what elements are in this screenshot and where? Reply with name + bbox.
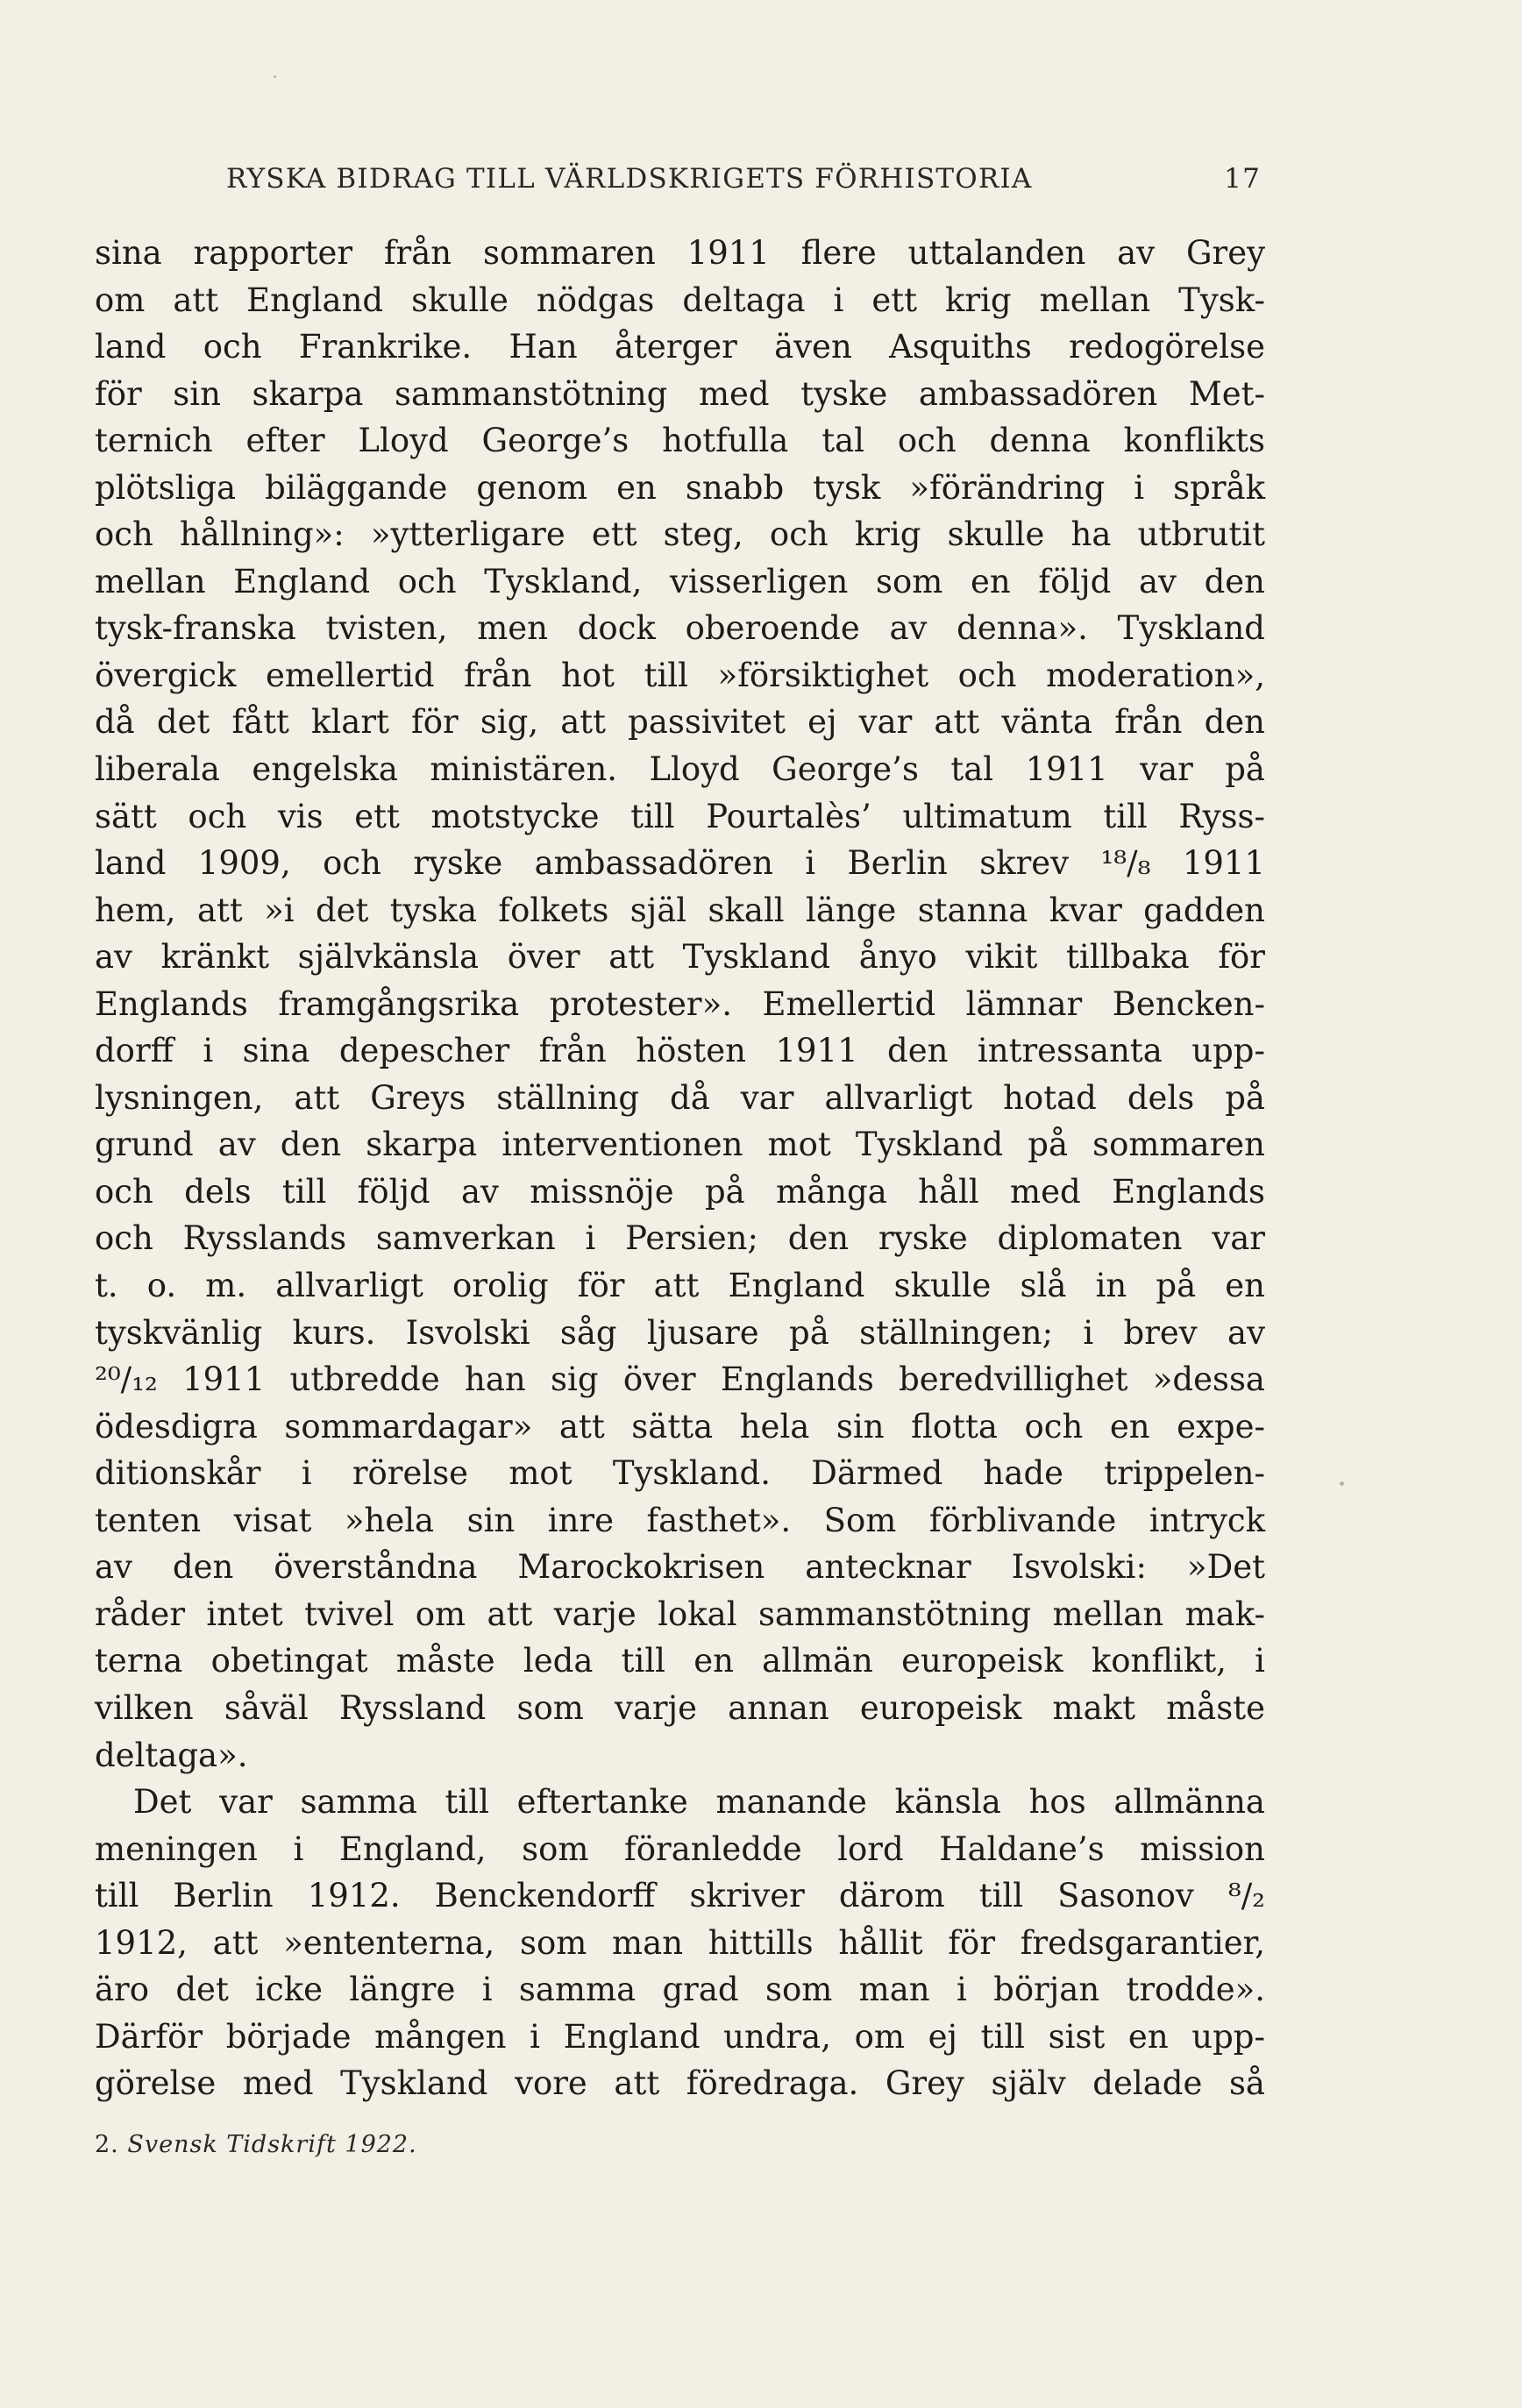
text-line: 1912, att »ententerna, som man hittills hållit för fredsgarantier, — [95, 1923, 1265, 1962]
text-line: tysk-franska tvisten, men dock oberoende av denna». Tyskland — [95, 609, 1265, 648]
text-line: för sin skarpa sammanstötning med tyske ambassadören Met- — [95, 374, 1265, 413]
paper-speck — [274, 75, 276, 78]
text-line: land 1909, och ryske ambassadören i Berlin skrev ¹⁸/₈ 1911 — [95, 844, 1265, 883]
text-line: lysningen, att Greys ställning då var allvarligt hotad dels på — [95, 1078, 1265, 1117]
paragraph-start-line: Det var samma till eftertanke manande känsla hos allmänna — [133, 1783, 1265, 1822]
page-number: 17 — [1224, 163, 1261, 195]
running-head — [226, 163, 1261, 195]
text-line: tenten visat »hela sin inre fasthet». Som förblivande intryck — [95, 1501, 1265, 1539]
text-line: ödesdigra sommardagar» att sätta hela sin flotta och en expe- — [95, 1407, 1265, 1446]
text-line: land och Frankrike. Han återger även Asquiths redogörelse — [95, 328, 1265, 366]
text-line: äro det icke längre i samma grad som man i början trodde». — [95, 1971, 1265, 2009]
text-line: då det fått klart för sig, att passivitet ej var att vänta från den — [95, 703, 1265, 742]
text-line: terna obetingat måste leda till en allmän europeisk konflikt, i — [95, 1642, 1265, 1680]
text-line: och hållning»: »ytterligare ett steg, och krig skulle ha utbrutit — [95, 515, 1265, 554]
running-head-title: RYSKA BIDRAG TILL VÄRLDSKRIGETS FÖRHISTORIA — [226, 163, 1033, 195]
text-line: sina rapporter från sommaren 1911 flere uttalanden av Grey — [95, 234, 1265, 272]
text-line: dorff i sina depescher från hösten 1911 den intressanta upp- — [95, 1032, 1265, 1070]
body-text — [95, 230, 1265, 2107]
text-line: Därför började mången i England undra, om ej till sist en upp- — [95, 2017, 1265, 2056]
signature-number: 2. — [95, 2131, 119, 2158]
signature-footer — [95, 2131, 417, 2158]
text-line: meningen i England, som föranledde lord Haldane’s mission — [95, 1829, 1265, 1868]
text-line: Englands framgångsrika protester». Emellertid lämnar Bencken- — [95, 984, 1265, 1023]
journal-name: Svensk Tidskrift 1922. — [127, 2131, 417, 2158]
text-line: ²⁰/₁₂ 1911 utbredde han sig över Englands beredvillighet »dessa — [95, 1360, 1265, 1399]
text-line: görelse med Tyskland vore att föredraga. Grey själv delade så — [95, 2064, 1265, 2103]
text-line: om att England skulle nödgas deltaga i ett krig mellan Tysk- — [95, 281, 1265, 319]
text-line: och Rysslands samverkan i Persien; den ryske diplomaten var — [95, 1219, 1265, 1258]
text-line: vilken såväl Ryssland som varje annan europeisk makt måste — [95, 1688, 1265, 1727]
text-line: sätt och vis ett motstycke till Pourtalès’ ultimatum till Ryss- — [95, 797, 1265, 835]
text-line: ditionskår i rörelse mot Tyskland. Därmed hade trippelen- — [95, 1454, 1265, 1493]
text-line: grund av den skarpa interventionen mot Tyskland på sommaren — [95, 1126, 1265, 1164]
text-line: hem, att »i det tyska folkets själ skall länge stanna kvar gadden — [95, 891, 1265, 929]
paragraph-end-line: deltaga». — [95, 1736, 248, 1774]
text-line: liberala engelska ministären. Lloyd George’s tal 1911 var på — [95, 750, 1265, 789]
text-line: t. o. m. allvarligt orolig för att England skulle slå in på en — [95, 1267, 1265, 1305]
text-line: till Berlin 1912. Benckendorff skriver därom till Sasonov ⁸/₂ — [95, 1877, 1265, 1915]
text-line: plötsliga biläggande genom en snabb tysk »förändring i språk — [95, 468, 1265, 507]
text-line: mellan England och Tyskland, visserligen som en följd av den — [95, 562, 1265, 600]
paper-speck — [1340, 1481, 1344, 1486]
text-line: tyskvänlig kurs. Isvolski såg ljusare på ställningen; i brev av — [95, 1313, 1265, 1352]
text-line: råder intet tvivel om att varje lokal sammanstötning mellan mak- — [95, 1595, 1265, 1633]
text-line: av den överståndna Marockokrisen antecknar Isvolski: »Det — [95, 1548, 1265, 1587]
text-line: övergick emellertid från hot till »försiktighet och moderation», — [95, 656, 1265, 694]
text-line: och dels till följd av missnöje på många håll med Englands — [95, 1172, 1265, 1211]
text-line: ternich efter Lloyd George’s hotfulla tal och denna konflikts — [95, 422, 1265, 460]
text-line: av kränkt självkänsla över att Tyskland ånyo vikit tillbaka för — [95, 938, 1265, 977]
